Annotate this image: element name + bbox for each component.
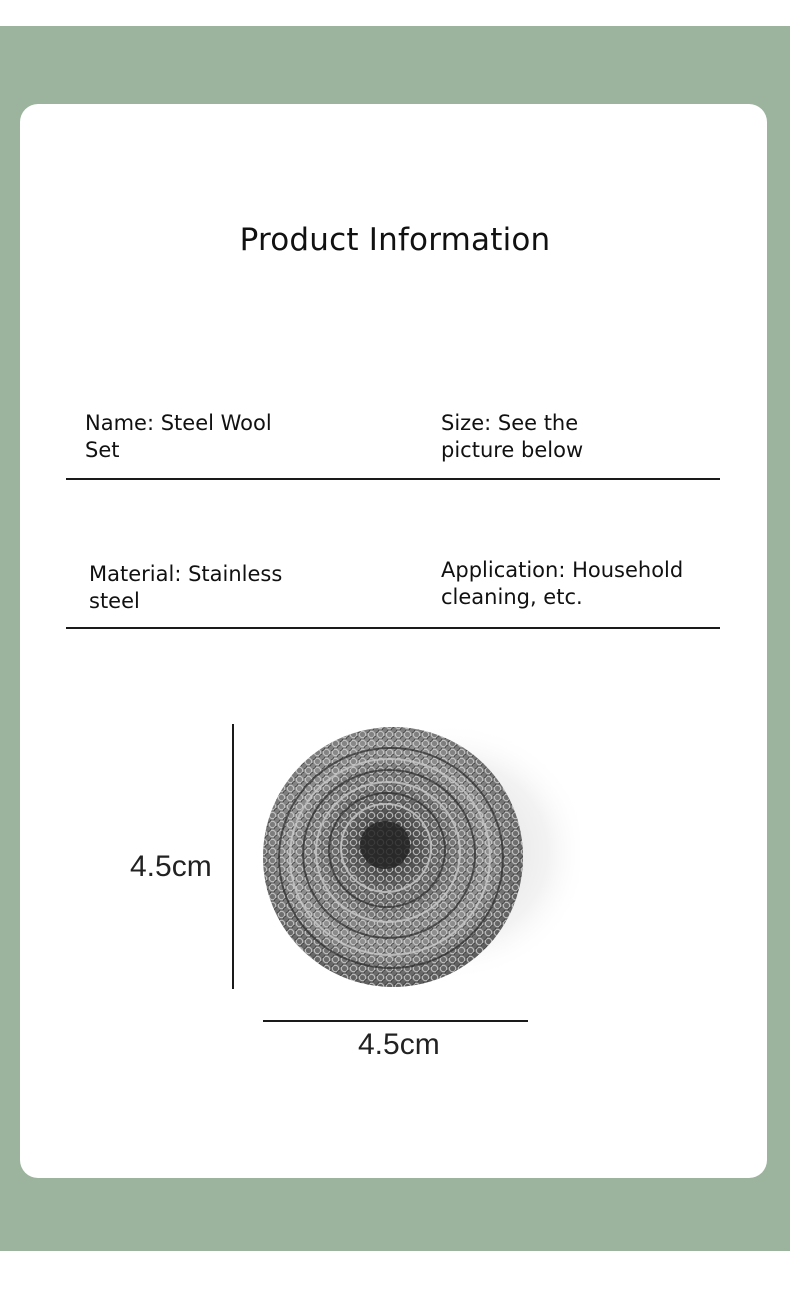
info-size: Size: See the picture below bbox=[441, 411, 584, 462]
info-name: Name: Steel Wool Set bbox=[85, 411, 272, 462]
info-card bbox=[20, 104, 767, 1178]
info-material: Material: Stainless steel bbox=[89, 562, 283, 613]
info-application: Application: Household cleaning, etc. bbox=[441, 558, 684, 609]
divider-1 bbox=[66, 478, 720, 480]
width-dimension-label: 4.5cm bbox=[358, 1028, 440, 1061]
width-dimension-line bbox=[263, 1020, 528, 1022]
height-dimension-line bbox=[232, 724, 234, 989]
page-title: Product Information bbox=[239, 222, 551, 258]
steel-wool-ball-icon bbox=[250, 712, 580, 1012]
height-dimension-label: 4.5cm bbox=[130, 850, 212, 883]
divider-2 bbox=[66, 627, 720, 629]
